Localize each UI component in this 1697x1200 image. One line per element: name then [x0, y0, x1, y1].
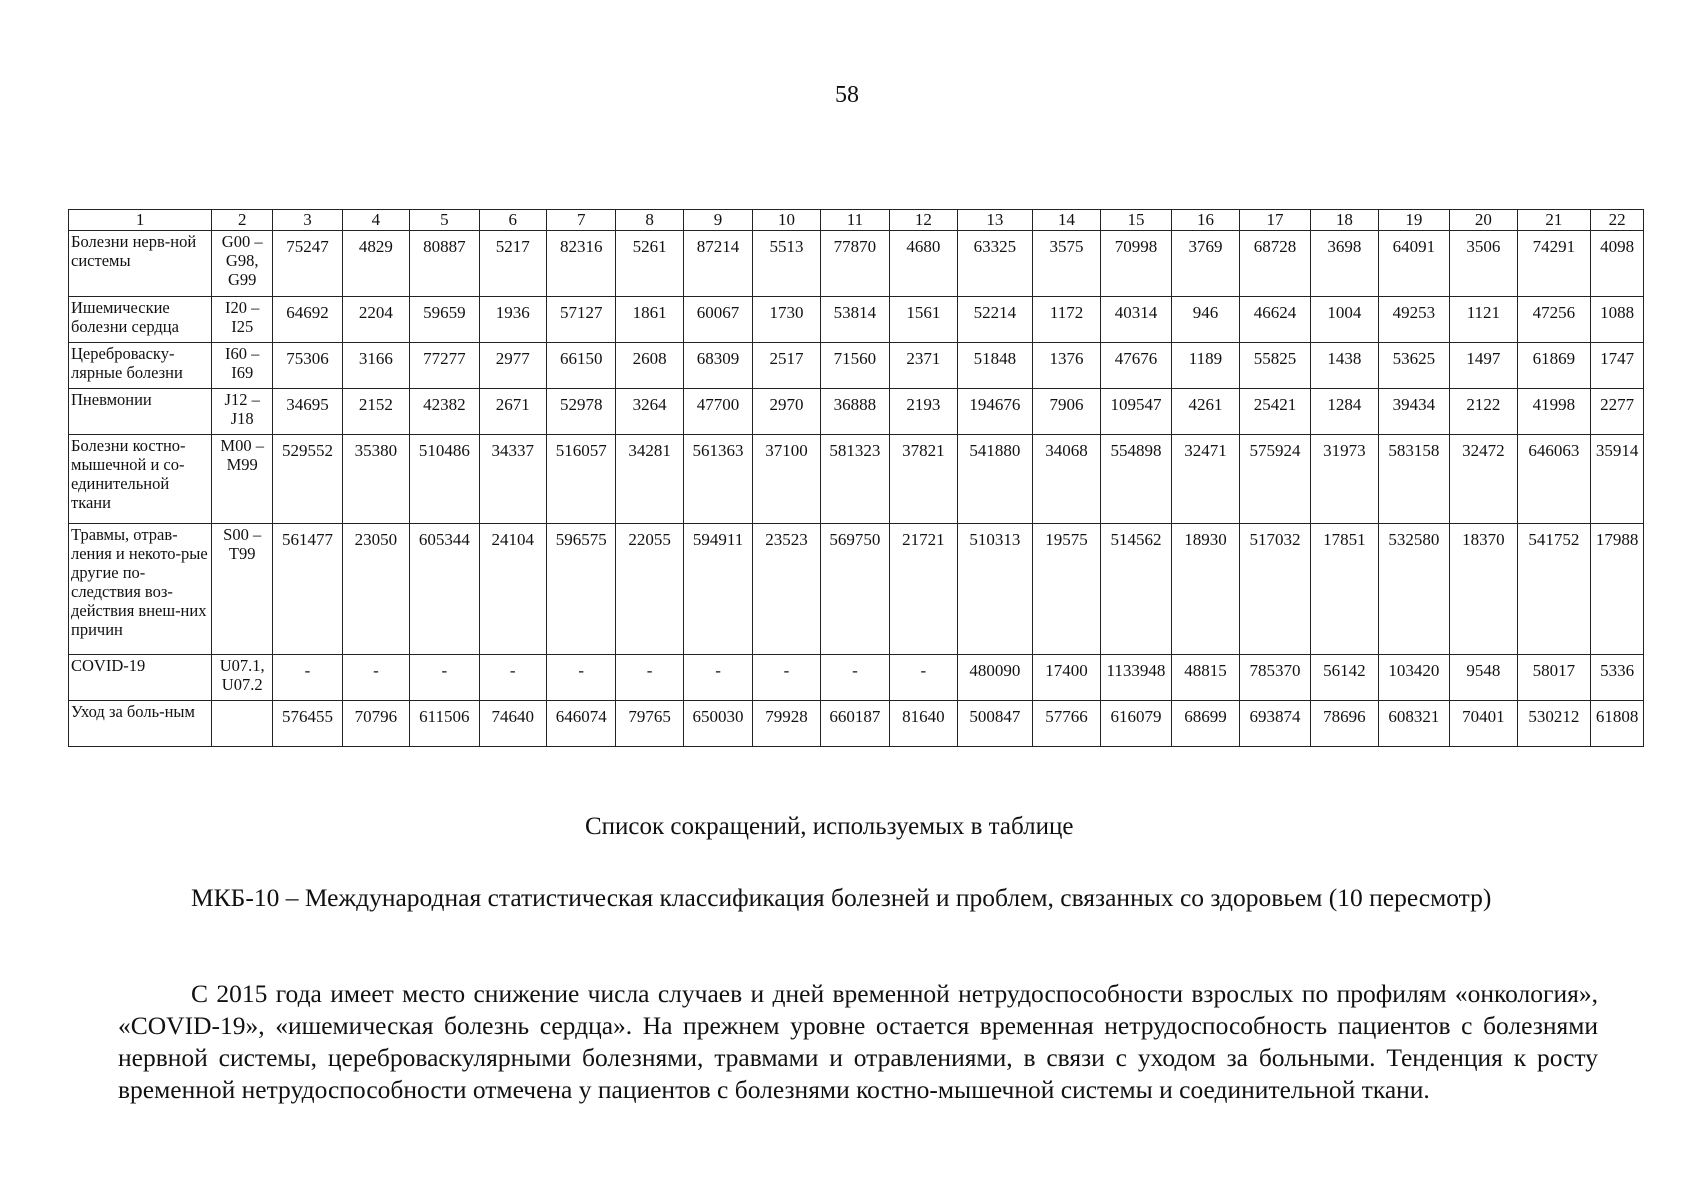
value-cell: 71560 [820, 343, 889, 389]
value-cell: 2970 [753, 389, 820, 435]
value-cell: 57127 [546, 297, 615, 343]
column-header: 16 [1172, 210, 1239, 231]
value-cell: 569750 [820, 524, 889, 655]
icd-code-cell: U07.1, U07.2 [212, 655, 273, 701]
value-cell: - [616, 655, 683, 701]
value-cell: 77277 [410, 343, 479, 389]
value-cell: 48815 [1172, 655, 1239, 701]
value-cell: 1088 [1591, 297, 1644, 343]
value-cell: 4098 [1591, 231, 1644, 297]
value-cell: 22055 [616, 524, 683, 655]
value-cell: 4261 [1172, 389, 1239, 435]
column-header: 13 [957, 210, 1033, 231]
value-cell: 34337 [479, 435, 546, 524]
value-cell: 17988 [1591, 524, 1644, 655]
value-cell: 64091 [1378, 231, 1450, 297]
value-cell: 3575 [1033, 231, 1100, 297]
value-cell: 2977 [479, 343, 546, 389]
value-cell: 541880 [957, 435, 1033, 524]
value-cell: 87214 [683, 231, 752, 297]
value-cell: 3166 [342, 343, 409, 389]
column-header: 18 [1311, 210, 1378, 231]
value-cell: 517032 [1239, 524, 1311, 655]
column-header: 4 [342, 210, 409, 231]
value-cell: 49253 [1378, 297, 1450, 343]
icd-code-cell: I20 – I25 [212, 297, 273, 343]
row-name-cell: Травмы, отрав-ления и некото-рые другие по-следствия воз-действия внеш-них причин [69, 524, 212, 655]
value-cell: 583158 [1378, 435, 1450, 524]
value-cell: 82316 [546, 231, 615, 297]
value-cell: 25421 [1239, 389, 1311, 435]
value-cell: 2277 [1591, 389, 1644, 435]
value-cell: 19575 [1033, 524, 1100, 655]
value-cell: 1172 [1033, 297, 1100, 343]
value-cell: 18930 [1172, 524, 1239, 655]
value-cell: 2152 [342, 389, 409, 435]
column-header: 10 [753, 210, 820, 231]
value-cell: 1861 [616, 297, 683, 343]
table-row [69, 701, 1644, 747]
value-cell: 1438 [1311, 343, 1378, 389]
value-cell: 70796 [342, 701, 409, 747]
value-cell: - [683, 655, 752, 701]
value-cell: 646063 [1517, 435, 1591, 524]
icd-code-cell: G00 – G98, G99 [212, 231, 273, 297]
value-cell: 74640 [479, 701, 546, 747]
value-cell: 58017 [1517, 655, 1591, 701]
value-cell: 41998 [1517, 389, 1591, 435]
value-cell: 650030 [683, 701, 752, 747]
table-row [69, 389, 1644, 435]
value-cell: 31973 [1311, 435, 1378, 524]
icd-code-cell [212, 701, 273, 747]
value-cell: 510313 [957, 524, 1033, 655]
row-name-cell: Болезни костно-мышечной и со-единительной ткани [69, 435, 212, 524]
value-cell: 608321 [1378, 701, 1450, 747]
value-cell: 68728 [1239, 231, 1311, 297]
value-cell: 52978 [546, 389, 615, 435]
value-cell: 3506 [1450, 231, 1517, 297]
value-cell: 2608 [616, 343, 683, 389]
value-cell: 35380 [342, 435, 409, 524]
value-cell: 541752 [1517, 524, 1591, 655]
row-name-cell: Болезни нерв-ной системы [69, 231, 212, 297]
table-row [69, 343, 1644, 389]
value-cell: 46624 [1239, 297, 1311, 343]
value-cell: 81640 [890, 701, 957, 747]
value-cell: 21721 [890, 524, 957, 655]
value-cell: 79765 [616, 701, 683, 747]
value-cell: - [410, 655, 479, 701]
value-cell: 516057 [546, 435, 615, 524]
value-cell: 646074 [546, 701, 615, 747]
value-cell: 575924 [1239, 435, 1311, 524]
value-cell: 68699 [1172, 701, 1239, 747]
value-cell: 693874 [1239, 701, 1311, 747]
value-cell: 2517 [753, 343, 820, 389]
column-header: 1 [69, 210, 212, 231]
value-cell: 32472 [1450, 435, 1517, 524]
value-cell: 2122 [1450, 389, 1517, 435]
value-cell: 660187 [820, 701, 889, 747]
column-header: 8 [616, 210, 683, 231]
value-cell: 52214 [957, 297, 1033, 343]
value-cell: 2193 [890, 389, 957, 435]
value-cell: 480090 [957, 655, 1033, 701]
conclusion-paragraph: С 2015 года имеет место снижение числа случаев и дней временной нетрудоспособности взрослых по профилям «онкология», «COVID-19», «ишемическая болезнь сердца». На прежнем уровне остается временная нетрудоспособность пациентов с болезнями нервной системы, цереброваскулярными болезнями, травмами и отравлениями, в связи с уходом за больными. Тенденция к росту временной нетрудоспособности отмечена у пациентов с болезнями костно-мышечной системы и соединительной ткани. [118, 979, 1598, 1104]
value-cell: 1004 [1311, 297, 1378, 343]
value-cell: 554898 [1100, 435, 1172, 524]
value-cell: 532580 [1378, 524, 1450, 655]
column-header: 5 [410, 210, 479, 231]
value-cell: 576455 [273, 701, 342, 747]
value-cell: 51848 [957, 343, 1033, 389]
value-cell: 37100 [753, 435, 820, 524]
value-cell: - [479, 655, 546, 701]
value-cell: 1121 [1450, 297, 1517, 343]
icd-code-cell: J12 – J18 [212, 389, 273, 435]
icd-code-cell: M00 – M99 [212, 435, 273, 524]
value-cell: 23523 [753, 524, 820, 655]
column-header: 20 [1450, 210, 1517, 231]
row-name-cell: Цереброваску-лярные болезни [69, 343, 212, 389]
value-cell: 75306 [273, 343, 342, 389]
value-cell: 109547 [1100, 389, 1172, 435]
value-cell: 34281 [616, 435, 683, 524]
abbreviations-caption: Список сокращений, используемых в таблице [585, 813, 1074, 840]
value-cell: 3264 [616, 389, 683, 435]
value-cell: 17851 [1311, 524, 1378, 655]
value-cell: 34695 [273, 389, 342, 435]
row-name-cell: Пневмонии [69, 389, 212, 435]
value-cell: 1376 [1033, 343, 1100, 389]
icd-code-cell: I60 – I69 [212, 343, 273, 389]
value-cell: 42382 [410, 389, 479, 435]
value-cell: 61808 [1591, 701, 1644, 747]
value-cell: 1747 [1591, 343, 1644, 389]
abbreviation-paragraph: МКБ-10 – Международная статистическая классификация болезней и проблем, связанных со здоровьем (10 пересмотр) [191, 883, 1492, 912]
value-cell: 5513 [753, 231, 820, 297]
value-cell: 79928 [753, 701, 820, 747]
value-cell: 47256 [1517, 297, 1591, 343]
value-cell: 581323 [820, 435, 889, 524]
value-cell: - [753, 655, 820, 701]
value-cell: 64692 [273, 297, 342, 343]
value-cell: 70401 [1450, 701, 1517, 747]
value-cell: 75247 [273, 231, 342, 297]
value-cell: 68309 [683, 343, 752, 389]
value-cell: 40314 [1100, 297, 1172, 343]
value-cell: 194676 [957, 389, 1033, 435]
value-cell: - [342, 655, 409, 701]
value-cell: 2204 [342, 297, 409, 343]
value-cell: 530212 [1517, 701, 1591, 747]
value-cell: 32471 [1172, 435, 1239, 524]
statistics-table [68, 209, 1644, 747]
table-row [69, 435, 1644, 524]
value-cell: 60067 [683, 297, 752, 343]
value-cell: 514562 [1100, 524, 1172, 655]
value-cell: 1561 [890, 297, 957, 343]
value-cell: 1497 [1450, 343, 1517, 389]
page-number: 58 [835, 82, 859, 108]
value-cell: 23050 [342, 524, 409, 655]
value-cell: 5336 [1591, 655, 1644, 701]
value-cell: 80887 [410, 231, 479, 297]
value-cell: 9548 [1450, 655, 1517, 701]
value-cell: 77870 [820, 231, 889, 297]
column-header: 6 [479, 210, 546, 231]
value-cell: 3769 [1172, 231, 1239, 297]
value-cell: 36888 [820, 389, 889, 435]
column-header: 19 [1378, 210, 1450, 231]
column-header: 22 [1591, 210, 1644, 231]
value-cell: 57766 [1033, 701, 1100, 747]
value-cell: 2671 [479, 389, 546, 435]
value-cell: 561363 [683, 435, 752, 524]
value-cell: 616079 [1100, 701, 1172, 747]
column-header: 7 [546, 210, 615, 231]
value-cell: 47700 [683, 389, 752, 435]
value-cell: 61869 [1517, 343, 1591, 389]
value-cell: 53625 [1378, 343, 1450, 389]
value-cell: 53814 [820, 297, 889, 343]
value-cell: 3698 [1311, 231, 1378, 297]
value-cell: 66150 [546, 343, 615, 389]
value-cell: 785370 [1239, 655, 1311, 701]
value-cell: 5217 [479, 231, 546, 297]
value-cell: 510486 [410, 435, 479, 524]
value-cell: 34068 [1033, 435, 1100, 524]
value-cell: 78696 [1311, 701, 1378, 747]
value-cell: 4829 [342, 231, 409, 297]
table-header-row [69, 210, 1644, 231]
value-cell: 500847 [957, 701, 1033, 747]
value-cell: 5261 [616, 231, 683, 297]
value-cell: - [273, 655, 342, 701]
value-cell: 561477 [273, 524, 342, 655]
column-header: 11 [820, 210, 889, 231]
value-cell: - [890, 655, 957, 701]
value-cell: 594911 [683, 524, 752, 655]
value-cell: 103420 [1378, 655, 1450, 701]
table-row [69, 231, 1644, 297]
table-row [69, 524, 1644, 655]
value-cell: 59659 [410, 297, 479, 343]
value-cell: 47676 [1100, 343, 1172, 389]
column-header: 21 [1517, 210, 1591, 231]
value-cell: 529552 [273, 435, 342, 524]
value-cell: 18370 [1450, 524, 1517, 655]
column-header: 14 [1033, 210, 1100, 231]
value-cell: 17400 [1033, 655, 1100, 701]
value-cell: 1133948 [1100, 655, 1172, 701]
column-header: 3 [273, 210, 342, 231]
table-row [69, 297, 1644, 343]
value-cell: 70998 [1100, 231, 1172, 297]
value-cell: 35914 [1591, 435, 1644, 524]
row-name-cell: COVID-19 [69, 655, 212, 701]
value-cell: 2371 [890, 343, 957, 389]
value-cell: 946 [1172, 297, 1239, 343]
value-cell: 56142 [1311, 655, 1378, 701]
value-cell: - [820, 655, 889, 701]
column-header: 12 [890, 210, 957, 231]
value-cell: 55825 [1239, 343, 1311, 389]
row-name-cell: Ишемические болезни сердца [69, 297, 212, 343]
value-cell: 39434 [1378, 389, 1450, 435]
column-header: 15 [1100, 210, 1172, 231]
value-cell: 74291 [1517, 231, 1591, 297]
value-cell: 24104 [479, 524, 546, 655]
column-header: 2 [212, 210, 273, 231]
column-header: 9 [683, 210, 752, 231]
value-cell: 605344 [410, 524, 479, 655]
value-cell: 63325 [957, 231, 1033, 297]
column-header: 17 [1239, 210, 1311, 231]
value-cell: 37821 [890, 435, 957, 524]
value-cell: 596575 [546, 524, 615, 655]
value-cell: - [546, 655, 615, 701]
value-cell: 611506 [410, 701, 479, 747]
value-cell: 1936 [479, 297, 546, 343]
table-row [69, 655, 1644, 701]
row-name-cell: Уход за боль-ным [69, 701, 212, 747]
value-cell: 1284 [1311, 389, 1378, 435]
value-cell: 1730 [753, 297, 820, 343]
value-cell: 7906 [1033, 389, 1100, 435]
icd-code-cell: S00 – T99 [212, 524, 273, 655]
value-cell: 1189 [1172, 343, 1239, 389]
value-cell: 4680 [890, 231, 957, 297]
